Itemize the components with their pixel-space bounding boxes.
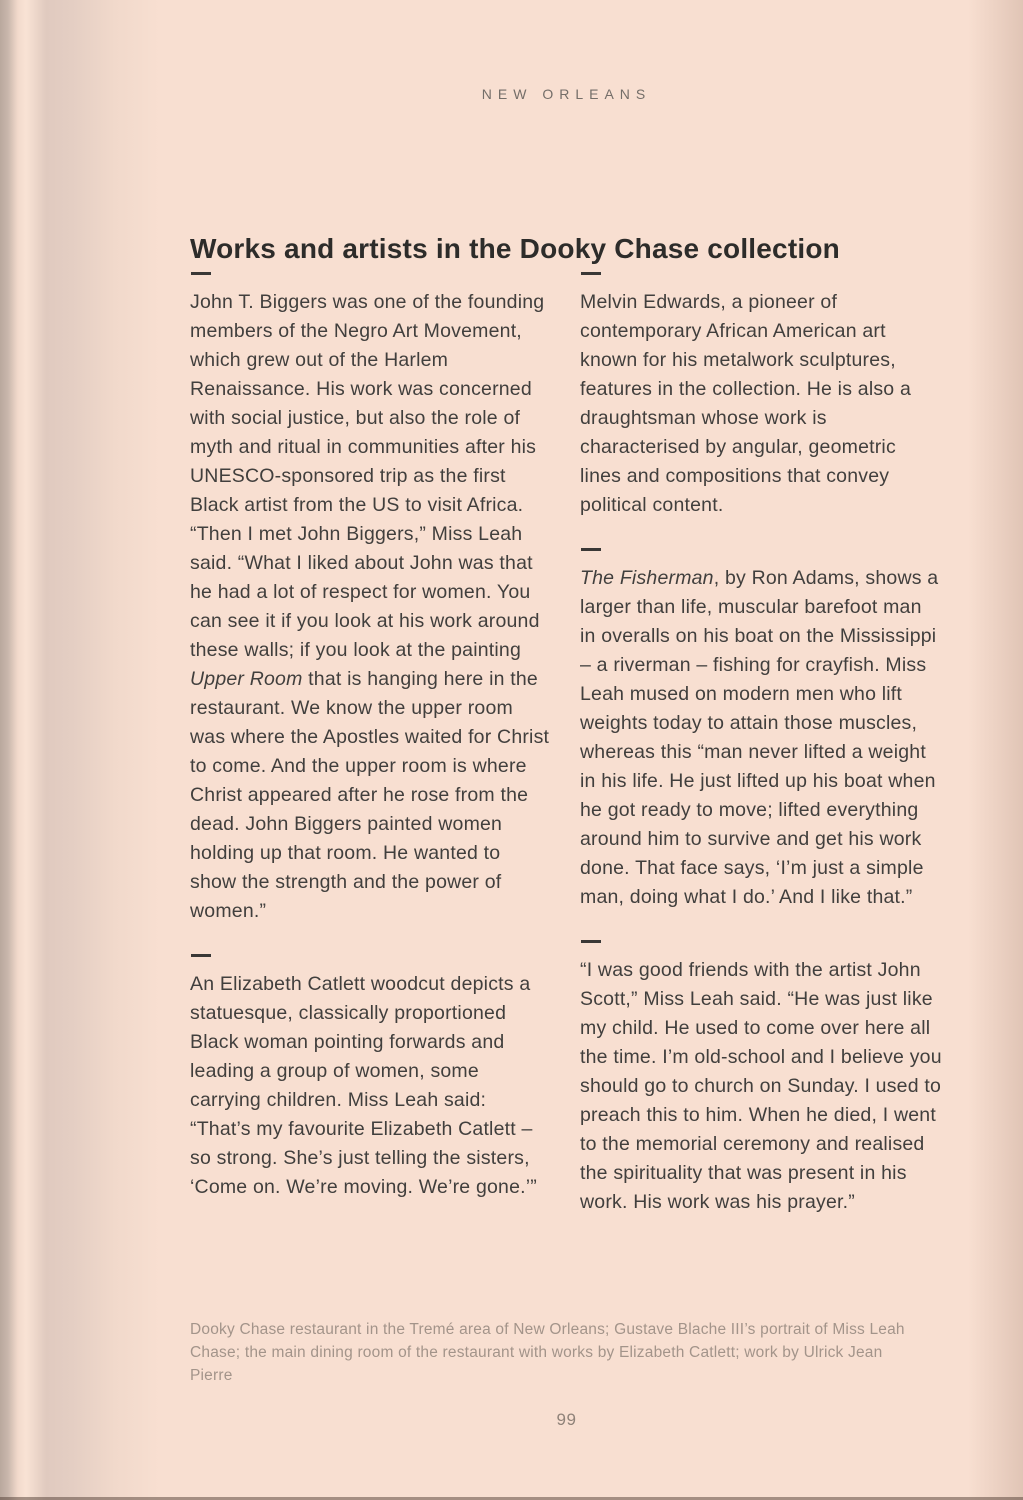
- text-segment: , by Ron Adams, shows a larger than life, muscular barefoot man in overalls on his boat on the Mississippi – a riverman – fishing for crayfish. Miss Leah mused on modern men who lift weights today to attain those muscles, whereas this “man never lifted a weight in his life. He just lifted up his boat when he got ready to move; lifted everything around him to survive and get his work done. That face says, ‘I’m just a simple man, doing what I do.’ And I like that.”: [580, 567, 939, 908]
- running-head: NEW ORLEANS: [481, 86, 652, 102]
- paragraph-dash-marker: [581, 940, 601, 943]
- text-segment: John T. Biggers was one of the founding members of the Negro Art Movement, which grew out of the Harlem Renaissance. His work was concerned with social justice, but also the role of myth and ritual in communities after his UNESCO-sponsored trip as the first Black artist from the US to visit Africa. “Then I met John Biggers,” Miss Leah said. “What I liked about John was that he had a lot of respect for women. You can see it if you look at his work around these walls; if you look at the painting: [190, 291, 545, 661]
- paragraph-dash-marker: [581, 272, 601, 275]
- text-column-left: [190, 272, 552, 1230]
- text-segment: Melvin Edwards, a pioneer of contemporary African American art known for his metalwork sculptures, features in the collection. He is also a draughtsman whose work is characterised by angular, geometric lines and compositions that convey political content.: [580, 291, 912, 516]
- text-column-right: [580, 272, 942, 1245]
- paragraph-text: [190, 288, 552, 926]
- paragraph-block: [580, 940, 942, 1217]
- page-number: 99: [556, 1410, 577, 1429]
- paragraph-block: [190, 954, 552, 1202]
- paragraph-block: [190, 272, 552, 926]
- paragraph-dash-marker: [581, 548, 601, 551]
- image-caption: Dooky Chase restaurant in the Tremé area of New Orleans; Gustave Blache III’s portrait of Miss Leah Chase; the main dining room of the restaurant with works by Elizabeth Catlett; work by Ulrick Jean Pierre: [190, 1321, 905, 1384]
- paragraph-text: [580, 288, 942, 520]
- paragraph-dash-marker: [191, 954, 211, 957]
- artwork-title-italic: Upper Room: [190, 668, 303, 690]
- spine-shadow: [0, 0, 160, 1500]
- paragraph-block: [580, 272, 942, 520]
- page-title: Works and artists in the Dooky Chase collection: [190, 232, 840, 264]
- page-right-edge-shadow: [968, 0, 1023, 1500]
- paragraph-block: [580, 548, 942, 912]
- text-segment: An Elizabeth Catlett woodcut depicts a statuesque, classically proportioned Black woman pointing forwards and leading a group of women, some carrying children. Miss Leah said: “That’s my favourite Elizabeth Catlett – so strong. She’s just telling the sisters, ‘Come on. We’re moving. We’re gone.’”: [190, 973, 537, 1198]
- text-segment: that is hanging here in the restaurant. We know the upper room was where the Apostles waited for Christ to come. And the upper room is where Christ appeared after he rose from the dead. John Biggers painted women holding up that room. He wanted to show the strength and the power of women.”: [190, 668, 550, 922]
- artwork-title-italic: The Fisherman: [580, 567, 714, 589]
- text-segment: “I was good friends with the artist John Scott,” Miss Leah said. “He was just like my child. He used to come over here all the time. I’m old-school and I believe you should go to church on Sunday. I used to preach this to him. When he died, I went to the memorial ceremony and realised the spirituality that was present in his work. His work was his prayer.”: [580, 959, 942, 1213]
- paragraph-text: [580, 564, 942, 912]
- paragraph-dash-marker: [191, 272, 211, 275]
- paragraph-text: [580, 956, 942, 1217]
- paragraph-text: [190, 970, 552, 1202]
